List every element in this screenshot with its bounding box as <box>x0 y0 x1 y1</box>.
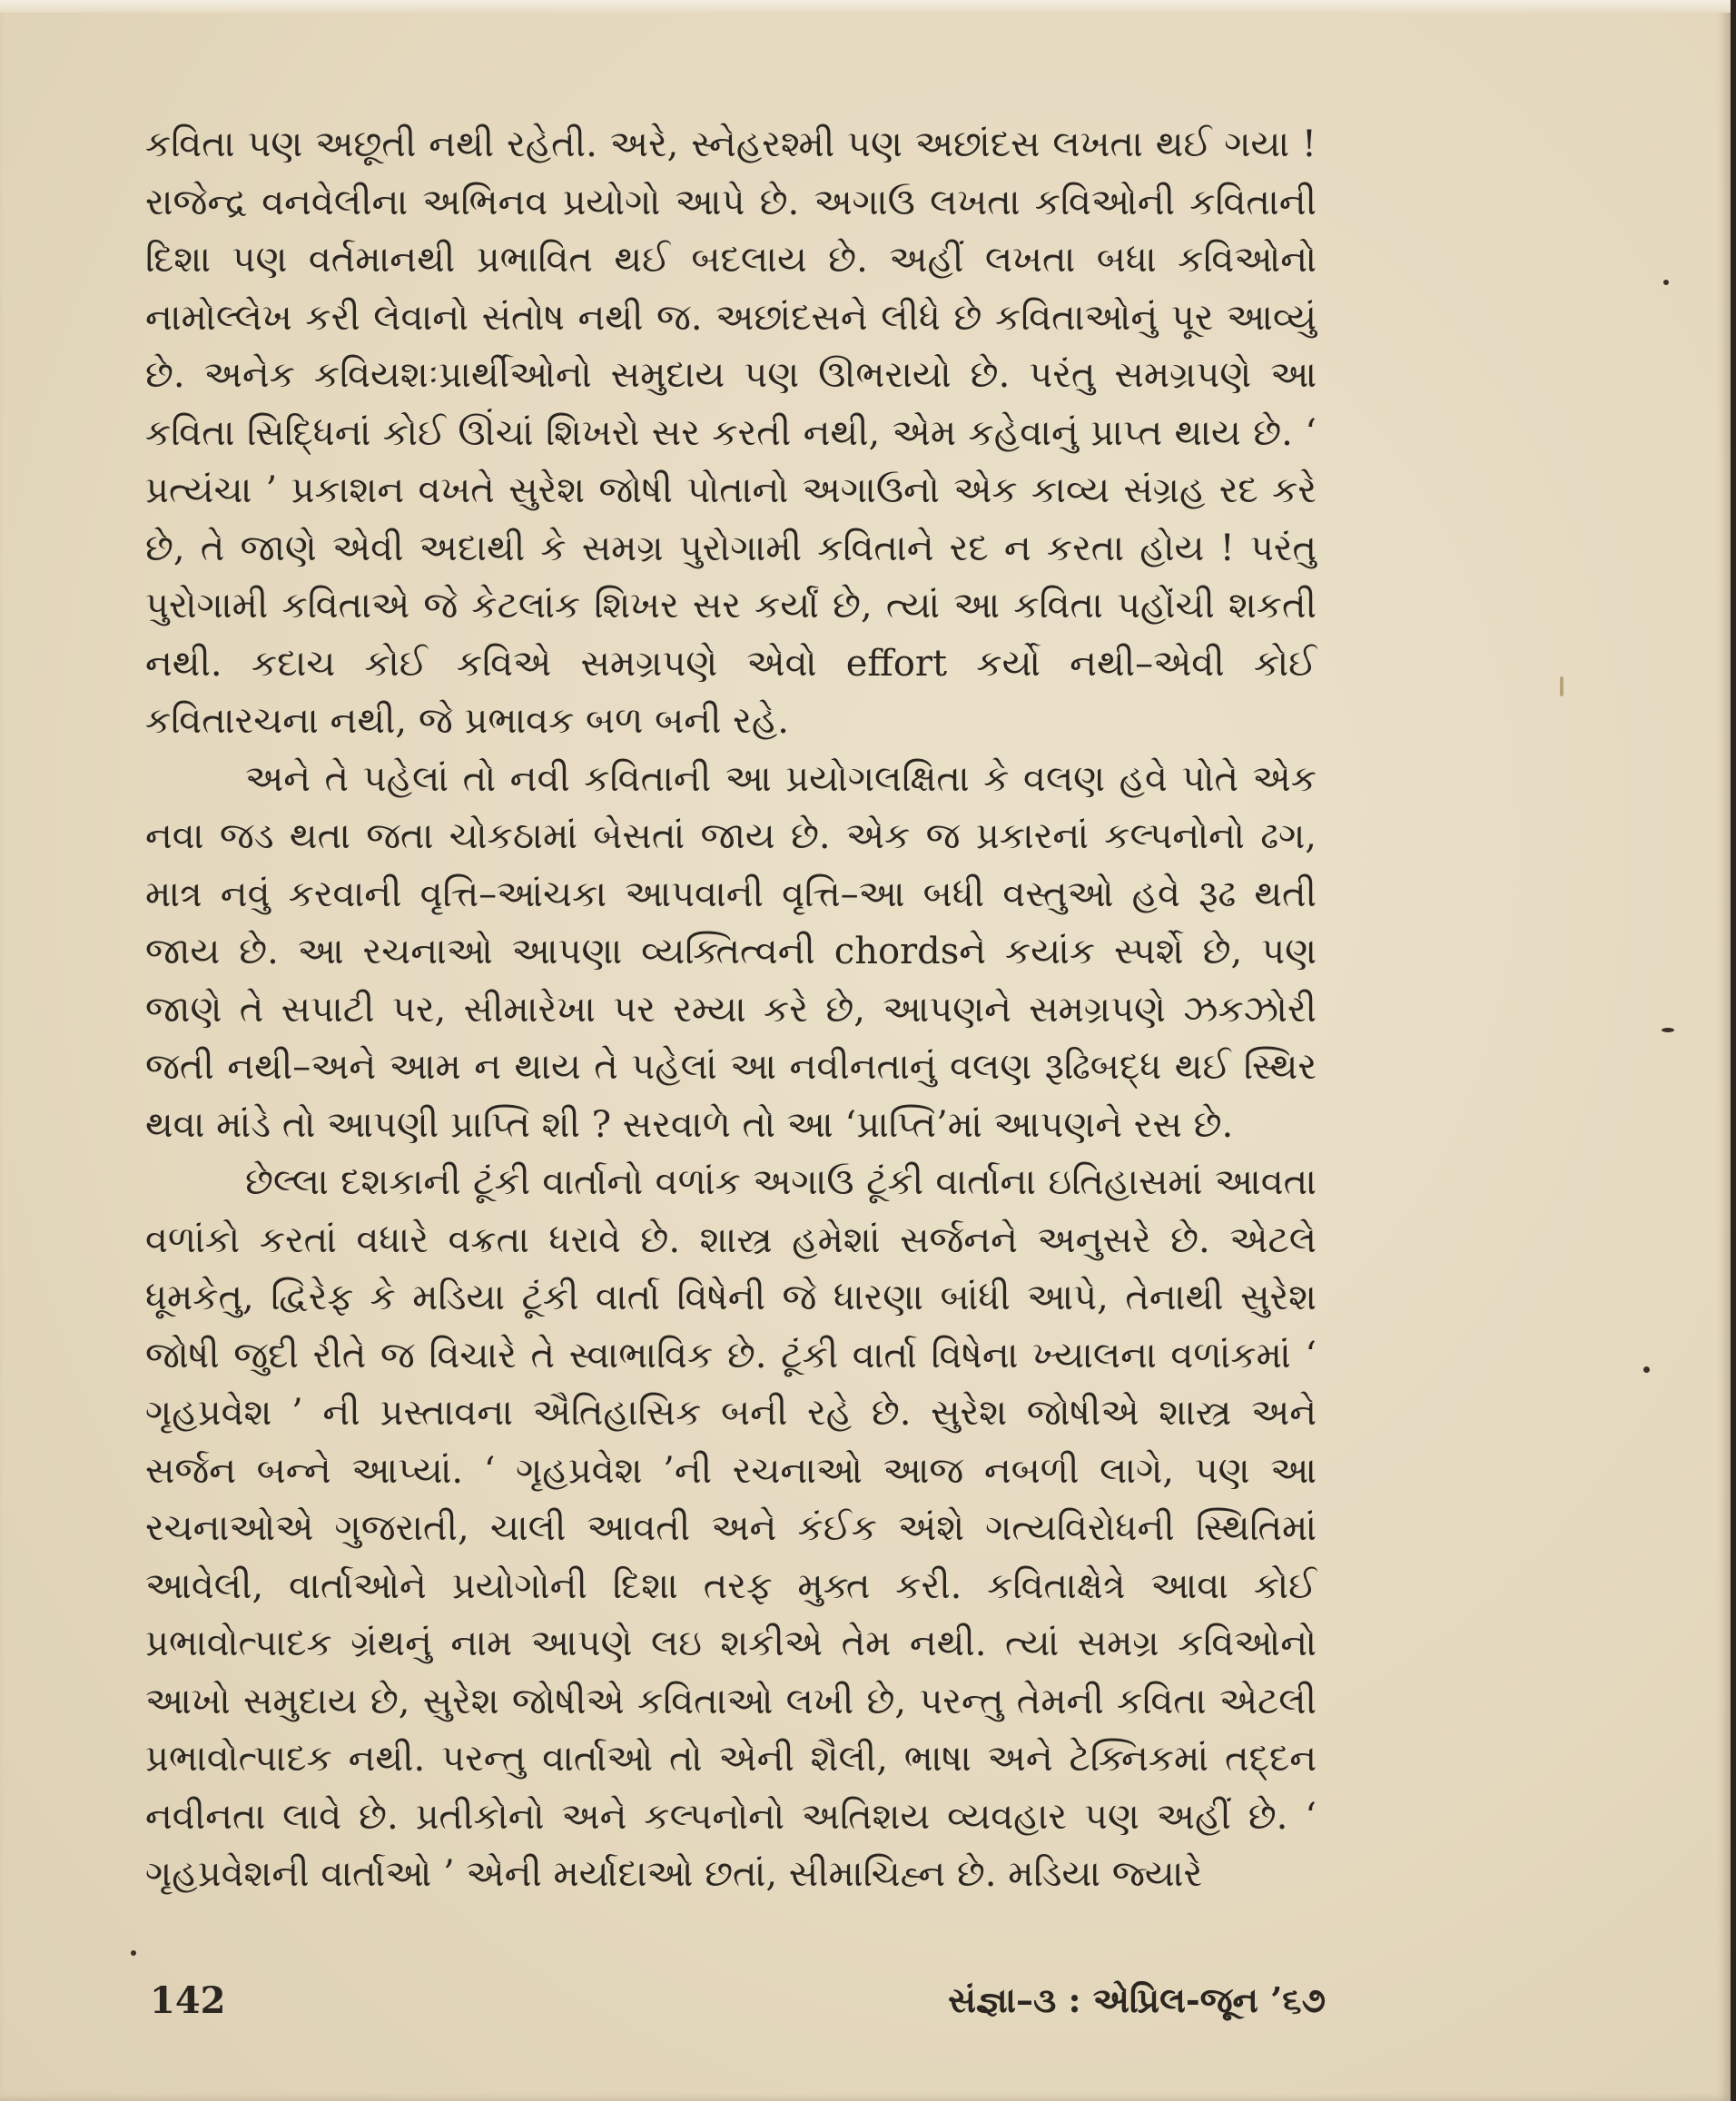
journal-footer: સંજ્ઞા–૩ : એપ્રિલ-જૂન ’૬૭ <box>948 1979 1326 2020</box>
page-top-edge <box>0 0 1731 13</box>
article-body <box>145 116 1317 1904</box>
paper-speck <box>1560 676 1563 696</box>
page-number: 142 <box>150 1979 226 2022</box>
paper-speck <box>1643 1366 1650 1373</box>
paper-speck <box>131 1950 136 1956</box>
paper-speck <box>1663 280 1669 285</box>
paragraph-2: અને તે પહેલાં તો નવી કવિતાની આ પ્રયોગલક્ષિતા કે વલણ હવે પોતે એક નવા જડ થતા જતા ચોકઠામાં બેસતાં જાય છે. એક જ પ્રકારનાં કલ્પનોનો ઢગ, માત્ર નવું કરવાની વૃત્તિ–આંચકા આપવાની વૃત્તિ–આ બધી વસ્તુઓ હવે રૂઢ થતી જાય છે. આ રચનાઓ આપણા વ્યક્તિત્વની chordsને કયાંક સ્પર્શે છે, પણ જાણે તે સપાટી પર, સીમારેખા પર રમ્યા કરે છે, આપણને સમગ્રપણે ઝકઝોરી જતી નથી–અને આમ ન થાય તે પહેલાં આ નવીનતાનું વલણ રૂઢિબદ્ધ થઈ સ્થિર થવા માંડે તો આપણી પ્રાપ્તિ શી ? સરવાળે તો આ ‘પ્રાપ્તિ’માં આપણને રસ છે. <box>145 757 1317 1146</box>
paper-speck <box>1662 1028 1674 1032</box>
paragraph-1: કવિતા પણ અછૂતી નથી રહેતી. અરે, સ્નેહરશ્મી પણ અછાંદસ લખતા થઈ ગયા ! રાજેન્દ્ર વનવેલીના અભિનવ પ્રયોગો આપે છે. અગાઉ લખતા કવિઓની કવિતાની દિશા પણ વર્તમાનથી પ્રભાવિત થઈ બદલાય છે. અહીં લખતા બધા કવિઓનો નામોલ્લેખ કરી લેવાનો સંતોષ નથી જ. અછાંદસને લીધે છે કવિતાઓનું પૂર આવ્યું છે. અનેક કવિયશઃપ્રાર્થીઓનો સમુદાય પણ ઊભરાયો છે. પરંતુ સમગ્રપણે આ કવિતા સિદ્ધિનાં કોઈ ઊંચાં શિખરો સર કરતી નથી, એમ કહેવાનું પ્રાપ્ત થાય છે. ‘ પ્રત્યંચા ’ પ્રકાશન વખતે સુરેશ જોષી પોતાનો અગાઉનો એક કાવ્ય સંગ્રહ રદ કરે છે, તે જાણે એવી અદાથી કે સમગ્ર પુરોગામી કવિતાને રદ ન કરતા હોય ! પરંતુ પુરોગામી કવિતાએ જે કેટલાંક શિખર સર કર્યાં છે, ત્યાં આ કવિતા પહોંચી શકતી નથી. કદાચ કોઈ કવિએ સમગ્રપણે એવો effort કર્યો નથી–એવી કોઈ કવિતારચના નથી, જે પ્રભાવક બળ બની રહે. <box>145 123 1317 742</box>
paragraph-3: છેલ્લા દશકાની ટૂંકી વાર્તાનો વળાંક અગાઉ ટૂંકી વાર્તાના ઇતિહાસમાં આવતા વળાંકો કરતાં વધારે વક્રતા ધરાવે છે. શાસ્ત્ર હમેશાં સર્જનને અનુસરે છે. એટલે ધૂમકેતુ, દ્વિરેફ કે મડિયા ટૂંકી વાર્તા વિષેની જે ધારણા બાંધી આપે, તેનાથી સુરેશ જોષી જુદી રીતે જ વિચારે તે સ્વાભાવિક છે. ટૂંકી વાર્તા વિષેના ખ્યાલના વળાંકમાં ‘ ગૃહપ્રવેશ ’ ની પ્રસ્તાવના ઐતિહાસિક બની રહે છે. સુરેશ જોષીએ શાસ્ત્ર અને સર્જન બન્ને આપ્યાં. ‘ ગૃહપ્રવેશ ’ની રચનાઓ આજ નબળી લાગે, પણ આ રચનાઓએ ગુજરાતી, ચાલી આવતી અને કંઈક અંશે ગત્યવિરોધની સ્થિતિમાં આવેલી, વાર્તાઓને પ્રયોગોની દિશા તરફ મુક્ત કરી. કવિતાક્ષેત્રે આવા કોઈ પ્રભાવોત્પાદક ગ્રંથનું નામ આપણે લઇ શકીએ તેમ નથી. ત્યાં સમગ્ર કવિઓનો આખો સમુદાય છે, સુરેશ જોષીએ કવિતાઓ લખી છે, પરન્તુ તેમની કવિતા એટલી પ્રભાવોત્પાદક નથી. પરન્તુ વાર્તાઓ તો એની શૈલી, ભાષા અને ટેક્નિકમાં તદ્દન નવીનતા લાવે છે. પ્રતીકોનો અને કલ્પનોનો અતિશય વ્યવહાર પણ અહીં છે. ‘ ગૃહપ્રવેશની વાર્તાઓ ’ એની મર્યાદાઓ છતાં, સીમાચિહ્ન છે. મડિયા જ્યારે <box>145 1161 1317 1895</box>
